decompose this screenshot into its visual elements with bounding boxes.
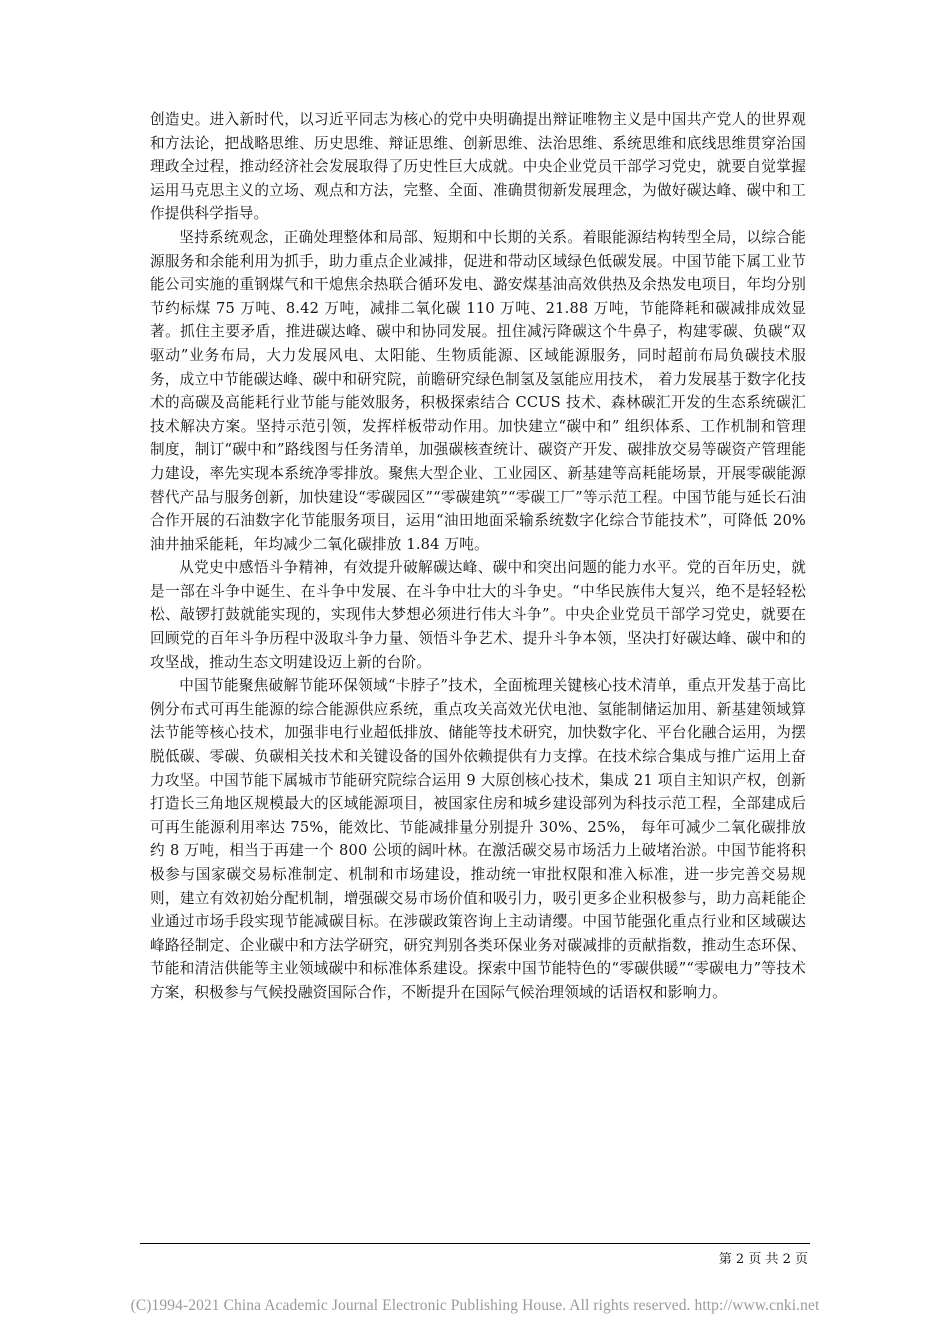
paragraph: 创造史。进入新时代，以习近平同志为核心的党中央明确提出辩证唯物主义是中国共产党人的世界观和方法论，把战略思维、历史思维、辩证思维、创新思维、法治思维、系统思维和底线思维贯穿治国理政全过程，推动经济社会发展取得了历史性巨大成就。中央企业党员干部学习党史，就要自觉掌握运用马克思主义的立场、观点和方法，完整、全面、准确贯彻新发展理念，为做好碳达峰、碳中和工作提供科学指导。 [150, 111, 806, 223]
copyright-watermark: (C)1994-2021 China Academic Journal Electronic Publishing House. All rights reserved. http://www.cnki.net [130, 1297, 820, 1314]
footer-divider [140, 1243, 810, 1244]
paragraph: 从党史中感悟斗争精神，有效提升破解碳达峰、碳中和突出问题的能力水平。党的百年历史，就是一部在斗争中诞生、在斗争中发展、在斗争中壮大的斗争史。“中华民族伟大复兴，绝不是轻轻松松、敲锣打鼓就能实现的，实现伟大梦想必须进行伟大斗争”。中央企业党员干部学习党史，就要在回顾党的百年斗争历程中汲取斗争力量、领悟斗争艺术、提升斗争本领，坚决打好碳达峰、碳中和的攻坚战，推动生态文明建设迈上新的台阶。 [150, 559, 806, 671]
page-number: 第 2 页 共 2 页 [718, 1252, 808, 1267]
paragraph: 坚持系统观念，正确处理整体和局部、短期和中长期的关系。着眼能源结构转型全局，以综合能源服务和余能利用为抓手，助力重点企业减排，促进和带动区域绿色低碳发展。中国节能下属工业节能公司实施的重钢煤气和干熄焦余热联合循环发电、潞安煤基油高效供热及余热发电项目，年均分别节约标煤 75 万吨、8.42 万吨，减排二氧化碳 110 万吨、21.88 万吨，节能降耗和碳减排成效显著。抓住主要矛盾，推进碳达峰、碳中和协同发展。扭住减污降碳这个牛鼻子，构建零碳、负碳“双驱动”业务布局，大力发展风电、太阳能、生物质能源、区域能源服务，同时超前布局负碳技术服务，成立中节能碳达峰、碳中和研究院，前瞻研究绿色制氢及氢能应用技术， 着力发展基于数字化技术的高碳及高能耗行业节能与能效服务，积极探索结合 CCUS 技术、森林碳汇开发的生态系统碳汇技术解决方案。坚持示范引领，发挥样板带动作用。加快建立“碳中和” 组织体系、工作机制和管理制度，制订“碳中和”路线图与任务清单，加强碳核查统计、碳资产开发、碳排放交易等碳资产管理能力建设，率先实现本系统净零排放。聚焦大型企业、工业园区、新基建等高耗能场景，开展零碳能源替代产品与服务创新，加快建设“零碳园区”“零碳建筑”“零碳工厂”等示范工程。中国节能与延长石油合作开展的石油数字化节能服务项目，运用“油田地面采输系统数字化综合节能技术”，可降低 20%油井抽采能耗，年均减少二氧化碳排放 1.84 万吨。 [150, 228, 806, 553]
paragraph: 中国节能聚焦破解节能环保领域“卡脖子”技术，全面梳理关键核心技术清单，重点开发基于高比例分布式可再生能源的综合能源供应系统，重点攻关高效光伏电池、氢能制储运加用、新基建领域算法节能等核心技术，加强非电行业超低排放、储能等技术研究，加快数字化、平台化融合运用，为摆脱低碳、零碳、负碳相关技术和关键设备的国外依赖提供有力支撑。在技术综合集成与推广运用上奋力攻坚。中国节能下属城市节能研究院综合运用 9 大原创核心技术，集成 21 项自主知识产权，创新打造长三角地区规模最大的区域能源项目，被国家住房和城乡建设部列为科技示范工程，全部建成后可再生能源利用率达 75%，能效比、节能减排量分别提升 30%、25%， 每年可减少二氧化碳排放约 8 万吨，相当于再建一个 800 公顷的阔叶林。在激活碳交易市场活力上破堵治淤。中国节能将积极参与国家碳交易标准制定、机制和市场建设，推动统一审批权限和准入标准，进一步完善交易规则，建立有效初始分配机制，增强碳交易市场价值和吸引力，吸引更多企业积极参与，助力高耗能企业通过市场手段实现节能减碳目标。在涉碳政策咨询上主动请缨。中国节能强化重点行业和区域碳达峰路径制定、企业碳中和方法学研究，研究判别各类环保业务对碳减排的贡献指数，推动生态环保、节能和清洁供能等主业领域碳中和标准体系建设。探索中国节能特色的“零碳供暖”“零碳电力”等技术方案，积极参与气候投融资国际合作，不断提升在国际气候治理领域的话语权和影响力。 [150, 677, 806, 1001]
body-text [150, 108, 806, 1005]
